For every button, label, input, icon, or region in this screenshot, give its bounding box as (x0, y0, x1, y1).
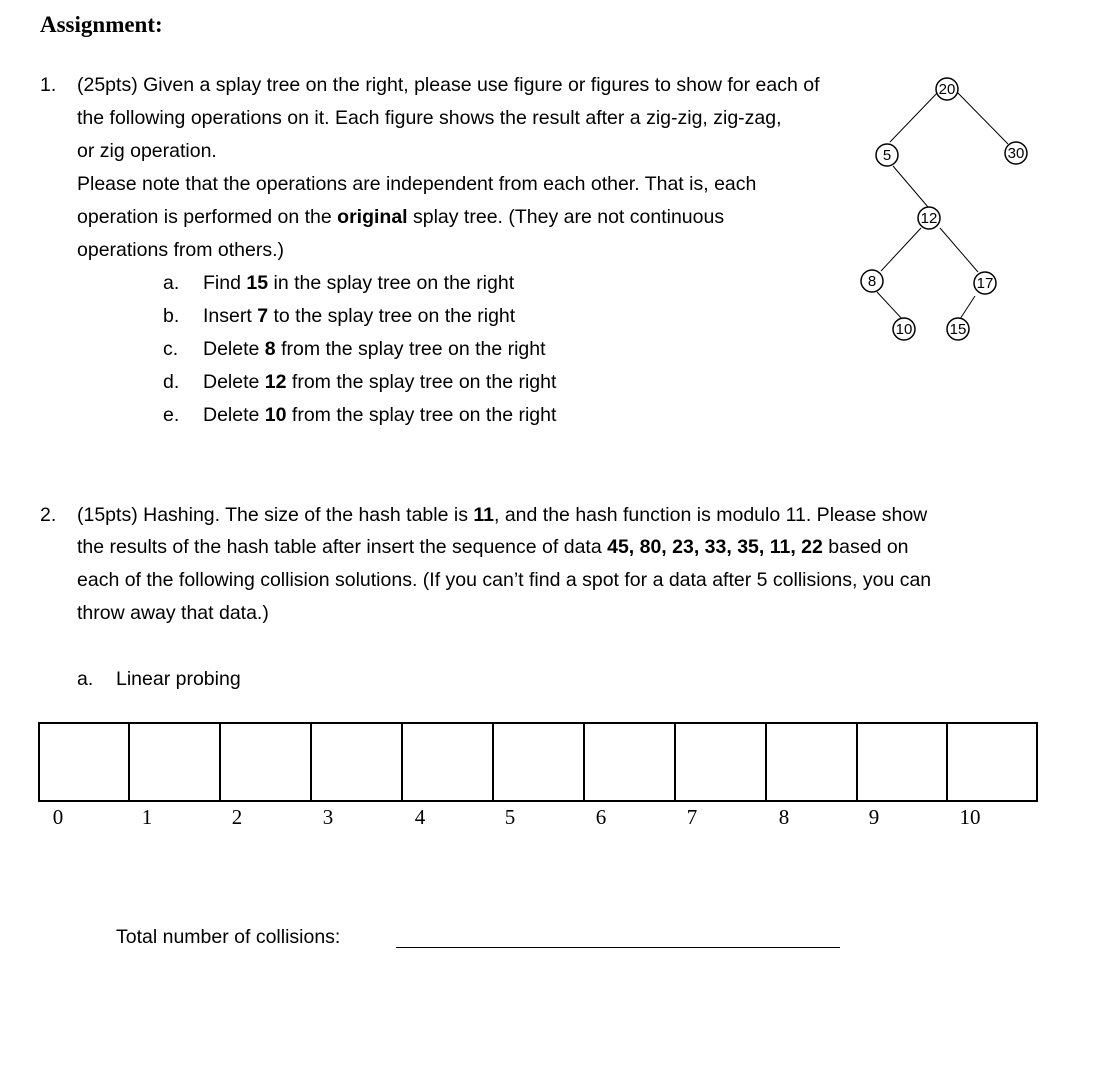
hash-cell[interactable] (130, 722, 221, 802)
q2-number: 2. (40, 504, 57, 526)
q2-line-4: throw away that data.) (77, 602, 269, 624)
q1-item-text: Delete 8 from the splay tree on the right (203, 338, 546, 360)
hash-index: 0 (52, 805, 64, 829)
hash-cell[interactable] (676, 722, 767, 802)
hash-index: 4 (414, 805, 426, 829)
tree-node-label: 30 (1007, 145, 1025, 162)
tree-edge (940, 228, 978, 272)
q1-item-text: Insert 7 to the splay tree on the right (203, 305, 516, 327)
tree-edge (881, 228, 921, 271)
q2-sub-letter: a. (77, 668, 94, 690)
hash-cell[interactable] (221, 722, 312, 802)
q1-item-letter: a. (163, 272, 180, 294)
q1-line-2: the following operations on it. Each figure shows the result after a zig-zig, zig-zag, (77, 107, 782, 129)
tree-edge (893, 166, 928, 207)
q1-line-4: Please note that the operations are independent from each other. That is, each (77, 173, 757, 195)
hash-index: 10 (959, 805, 981, 829)
tree-node-label: 15 (949, 321, 967, 338)
q1-item-text: Delete 12 from the splay tree on the right (203, 371, 557, 393)
hash-cell[interactable] (585, 722, 676, 802)
data-sequence: 45, 80, 23, 33, 35, 11, 22 (607, 536, 823, 558)
hash-cell[interactable] (403, 722, 494, 802)
tree-edge (955, 90, 1008, 144)
q1-item-letter: c. (163, 338, 179, 360)
hash-cell[interactable] (858, 722, 948, 802)
q1-item-letter: e. (163, 404, 180, 426)
hash-index: 5 (504, 805, 516, 829)
hash-index: 8 (778, 805, 790, 829)
total-collisions-label: Total number of collisions: (116, 926, 341, 948)
q1-line-6: operations from others.) (77, 239, 285, 261)
hash-index: 2 (231, 805, 243, 829)
q2-line-1: (15pts) Hashing. The size of the hash table is 11, and the hash function is modulo 11. Please show (77, 504, 928, 526)
splay-tree-diagram (850, 70, 1080, 350)
q1-item-letter: d. (163, 371, 180, 393)
q1-line-5: operation is performed on the original splay tree. (They are not continuous (77, 206, 725, 228)
tree-node-label: 17 (976, 275, 994, 292)
hash-cell[interactable] (767, 722, 858, 802)
q2-line-2: the results of the hash table after insert the sequence of data 45, 80, 23, 33, 35, 11, 22 based on (77, 536, 909, 558)
q1-number: 1. (40, 74, 57, 96)
hash-index: 1 (141, 805, 153, 829)
q2-line-3: each of the following collision solutions. (If you can’t find a spot for a data after 5 collisions, you can (77, 569, 932, 591)
hash-index: 6 (595, 805, 607, 829)
q1-item-text: Delete 10 from the splay tree on the right (203, 404, 557, 426)
tree-node-label: 8 (867, 273, 877, 290)
original-emphasis: original (337, 206, 408, 228)
q1-item-text: Find 15 in the splay tree on the right (203, 272, 515, 294)
tree-edge (960, 296, 975, 319)
hash-index: 9 (868, 805, 880, 829)
assignment-title: Assignment: (40, 12, 163, 37)
hash-cell[interactable] (948, 722, 1038, 802)
linear-probing-label: Linear probing (116, 668, 241, 690)
hash-cell[interactable] (38, 722, 130, 802)
hash-index: 7 (686, 805, 698, 829)
tree-node-label: 12 (920, 210, 938, 227)
hash-cell[interactable] (494, 722, 585, 802)
tree-node-label: 5 (882, 147, 892, 164)
hash-index: 3 (322, 805, 334, 829)
tree-edge (890, 90, 940, 142)
q1-line-1: (25pts) Given a splay tree on the right, please use figure or figures to show for each of (77, 74, 820, 96)
total-collisions-answer-line[interactable] (396, 947, 840, 948)
tree-edge (877, 292, 903, 320)
q1-line-3: or zig operation. (77, 140, 217, 162)
hash-cell[interactable] (312, 722, 403, 802)
tree-node-label: 20 (938, 81, 956, 98)
tree-node-label: 10 (895, 321, 913, 338)
q1-item-letter: b. (163, 305, 180, 327)
